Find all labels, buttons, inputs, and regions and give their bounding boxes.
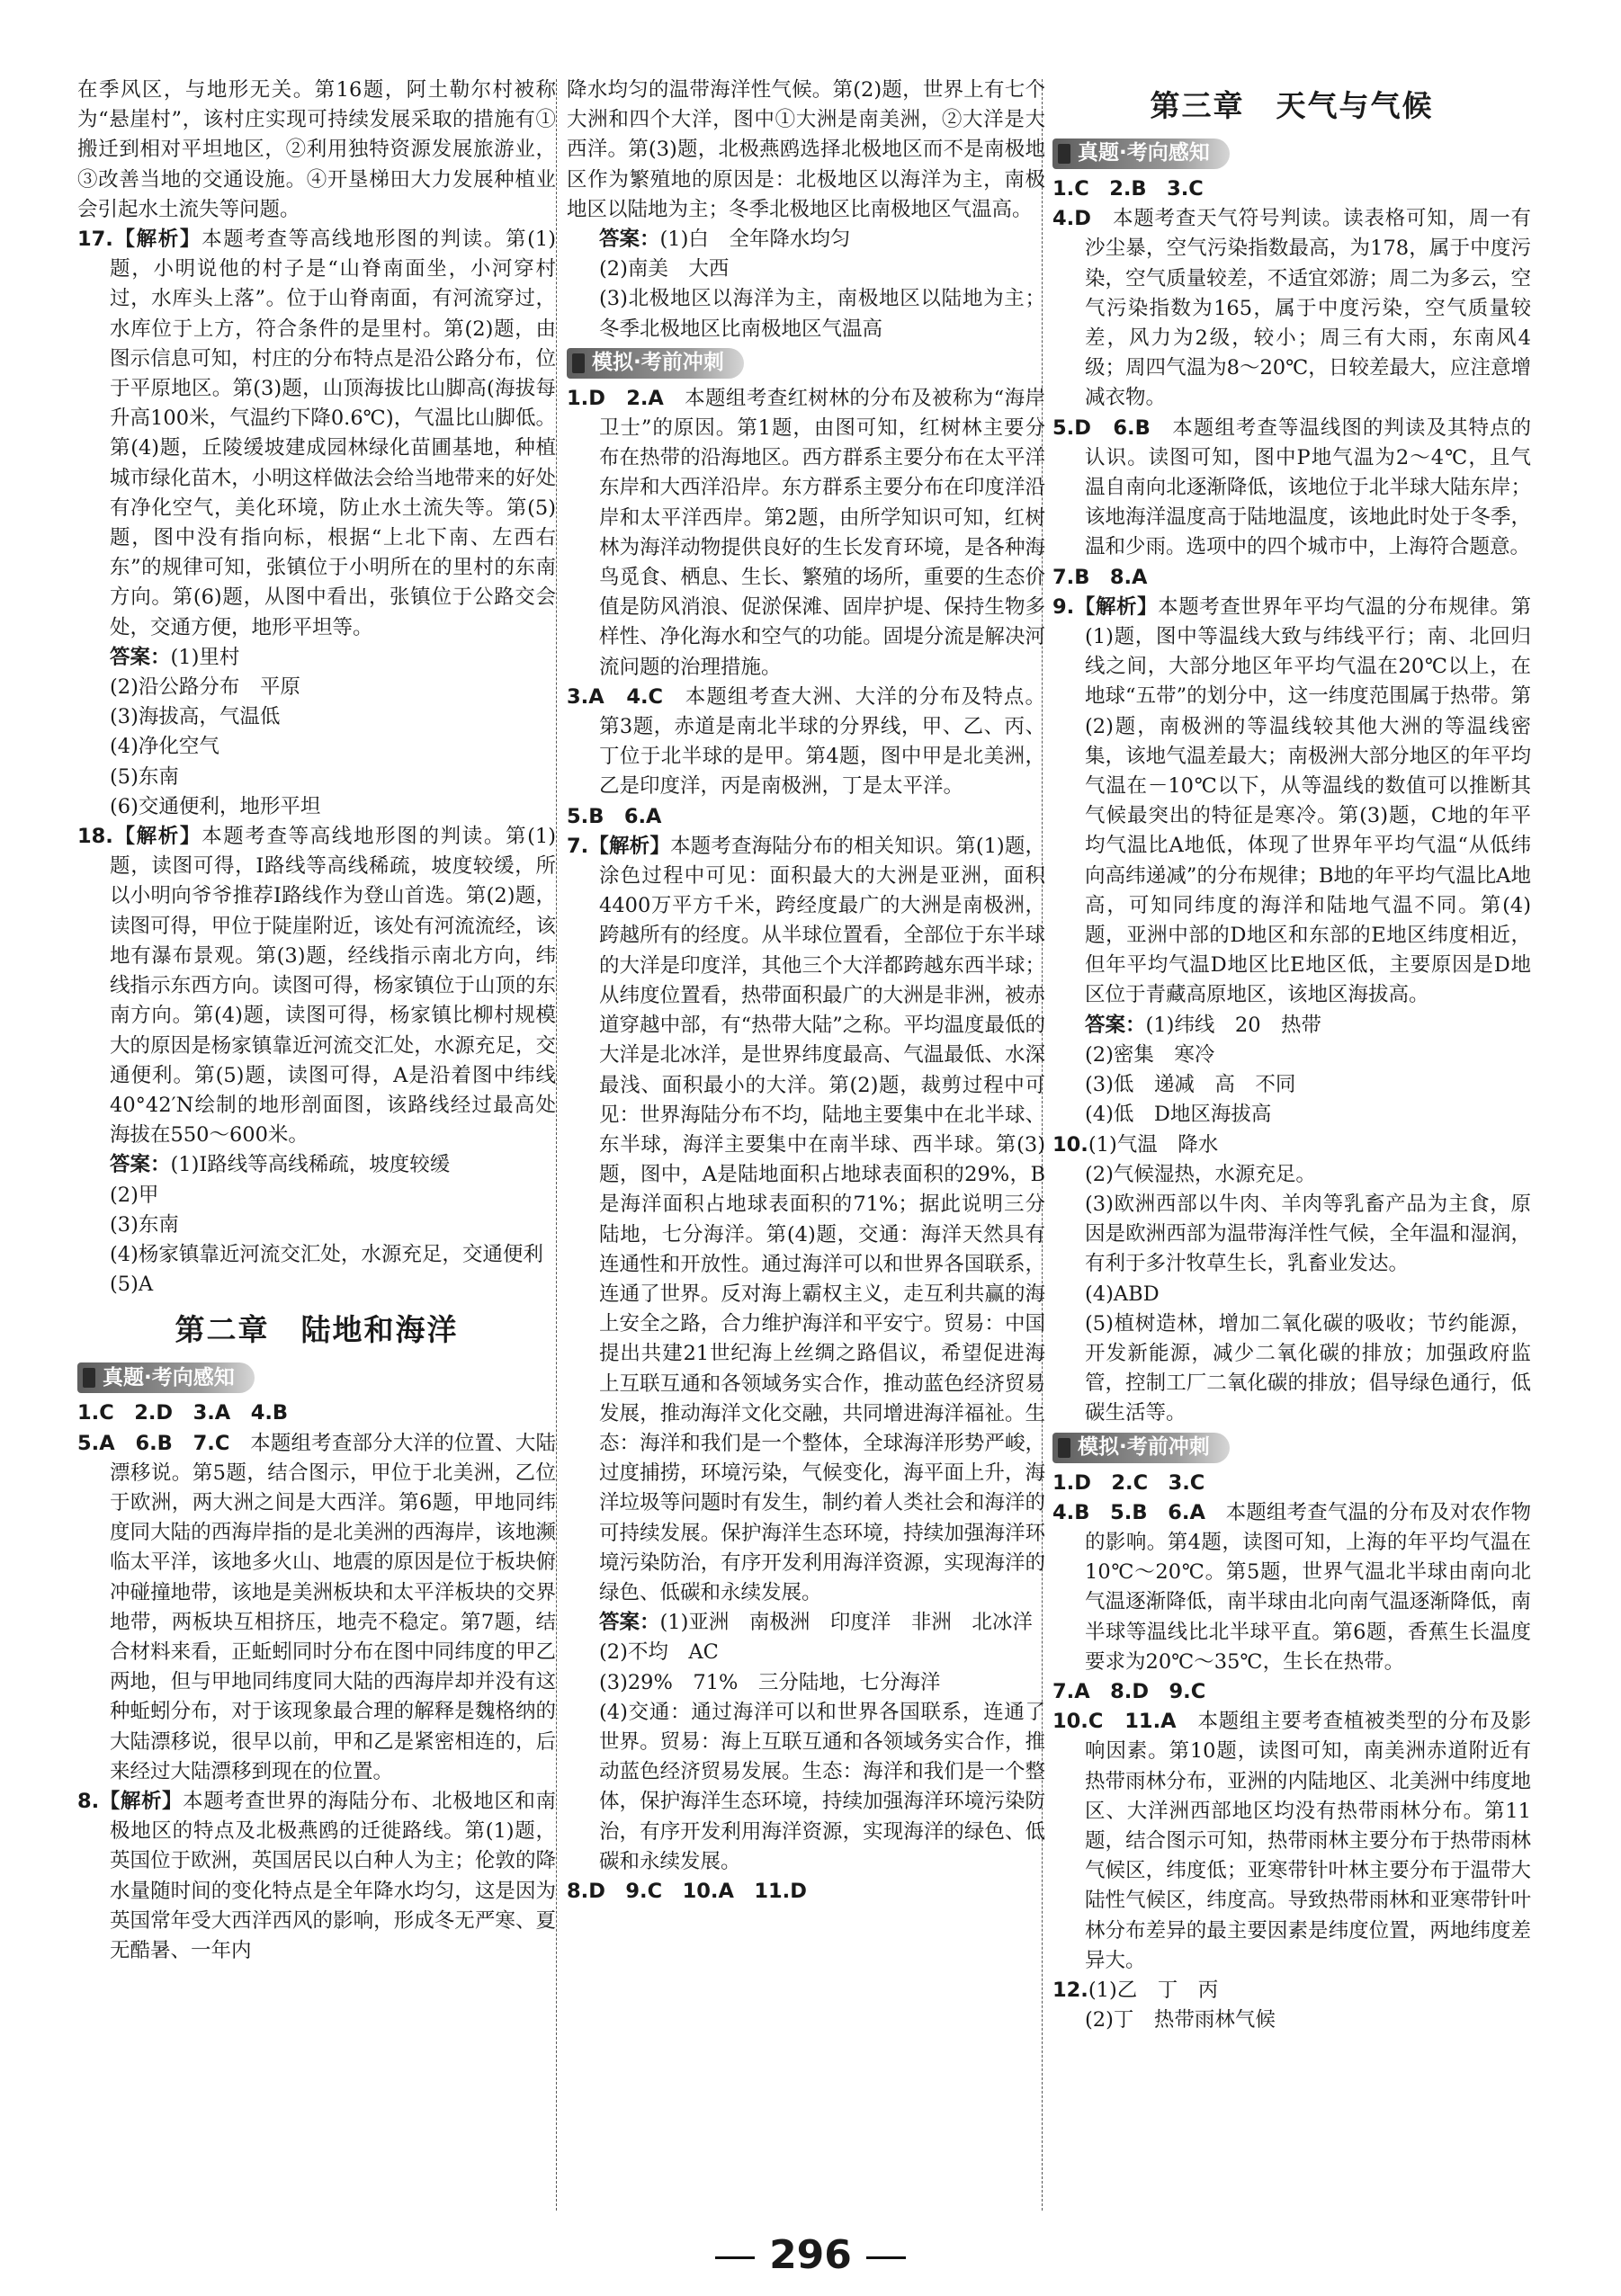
- item-text: 在季风区，与地形无关。第16题，阿土勒尔村被称为“悬崖村”，该村庄实现可持续发展采取的措施有①搬迁到相对平坦地区，②利用独特资源发展旅游业，③改善当地的交通设施。④开垦梯田大力发展种植业会引起水土流失等问题。: [77, 78, 556, 221]
- chapter-title: 第三章 天气与气候: [1150, 88, 1434, 123]
- item-text: (1)亚洲 南极洲 印度洋 非洲 北冰洋: [659, 1611, 1033, 1635]
- item-label: 1.D 2.C 3.C: [1052, 1470, 1205, 1495]
- badge-marker-icon: [1058, 144, 1070, 164]
- section-badge: [1052, 1433, 1230, 1463]
- column-3: [1052, 76, 1531, 2035]
- left-dash: [715, 2256, 755, 2259]
- answer-line: [77, 1181, 556, 1211]
- answer-item: [1052, 174, 1531, 204]
- answer-item: [567, 832, 1045, 1608]
- item-text: (2)南美 大西: [599, 257, 730, 281]
- item-label: 10.C 11.A: [1052, 1710, 1177, 1734]
- answer-item: [77, 225, 556, 643]
- answer-line: [567, 1638, 1045, 1667]
- right-dash: [866, 2256, 906, 2259]
- item-label: 1.C 2.B 3.C: [1052, 177, 1204, 201]
- answer-line: [1052, 1011, 1531, 1041]
- item-label: 答案：: [110, 1153, 171, 1177]
- answer-line: [77, 1270, 556, 1300]
- column-divider: [556, 79, 557, 2211]
- item-text: 本题组考查等温线图的判读及其特点的认识。读图可知，图中P地气温为2～4℃，且气温自南向北逐渐降低，该地位于北半球大陆东岸；该地海洋温度高于陆地温度，该地此时处于冬季，温和少雨。选项中的四个城市中，上海符合题意。: [1085, 415, 1531, 559]
- answer-line: [1052, 1190, 1531, 1280]
- answer-line: [1052, 1309, 1531, 1429]
- answer-line: [77, 1240, 556, 1270]
- item-label: 18.【解析】: [77, 825, 202, 849]
- item-text: 本题组考查红树林的分布及被称为“海岸卫士”的原因。第1题，由图可知，红树林主要分布在热带的沿海地区。西方群系主要分布在太平洋东岸和大西洋沿岸。东方群系主要分布在印度洋沿岸和太平洋西岸。第2题，由所学知识可知，红树林为海洋动物提供良好的生长发育环境，是各种海鸟觅食、栖息、生长、繁殖的场所，重要的生态价值是防风消浪、促淤保滩、固岸护堤、保持生物多样性、净化海水和空气的功能。固堤分流是解决河流问题的治理措施。: [599, 386, 1045, 679]
- item-label: 3.A 4.C: [567, 684, 664, 709]
- answer-line: [1052, 2006, 1531, 2035]
- answer-item: [1052, 593, 1531, 1011]
- item-text: (5)A: [110, 1273, 154, 1297]
- item-text: (1)乙 丁 丙: [1088, 1978, 1219, 2002]
- item-text: 本题组主要考查植被类型的分布及影响因素。第10题，读图可知，南美洲赤道附近有热带雨林分布，亚洲的内陆地区、北美洲中纬度地区、大洋洲西部地区均没有热带雨林分布。第11题，结合图示可知，热带雨林主要分布于热带雨林气候区，纬度低；亚寒带针叶林主要分布于温带大陆性气候区，纬度高。导致热带雨林和亚寒带针叶林分布差异的最主要因素是纬度位置，两地纬度差异大。: [1085, 1710, 1531, 1972]
- item-text: (3)低 递减 高 不同: [1085, 1073, 1296, 1097]
- answer-line: [1052, 1100, 1531, 1130]
- item-label: 9.【解析】: [1052, 594, 1159, 619]
- answer-item: [77, 1429, 556, 1787]
- answer-line: [1052, 1160, 1531, 1190]
- item-text: 本题组考查气温的分布及对农作物的影响。第4题，读图可知，上海的年平均气温在10℃～20℃。第5题，世界气温北半球由南向北气温逐渐降低，南半球由北向南气温逐渐降低，南半球等温线比北半球平直。第6题，香蕉生长温度要求为20℃～35℃，生长在热带。: [1085, 1500, 1531, 1674]
- item-text: 本题组考查大洲、大洋的分布及特点。第3题，赤道是南北半球的分界线，甲、乙、丙、丁位于北半球的是甲。第4题，图中甲是北美洲，乙是印度洋，丙是南极洲，丁是太平洋。: [599, 684, 1045, 799]
- item-text: 本题考查等高线地形图的判读。第(1)题，读图可得，Ⅰ路线等高线稀疏，坡度较缓，所以小明向爷爷推荐Ⅰ路线作为登山首选。第(2)题，读图可得，甲位于陡崖附近，该处有河流流经，该地有瀑布景观。第(3)题，经线指示南北方向，纬线指示东西方向。读图可得，杨家镇位于山顶的东南方向。第(4)题，读图可得，杨家镇比柳村规模大的原因是杨家镇靠近河流交汇处，水源充足，交通便利。第(5)题，读图可得，A是沿着图中纬线40°42′N绘制的地形剖面图，该路线经过最高处海拔在550～600米。: [110, 825, 557, 1148]
- answer-item: [567, 384, 1045, 683]
- item-text: (1)Ⅰ路线等高线稀疏，坡度较缓: [170, 1153, 451, 1177]
- item-text: (2)丁 热带雨林气候: [1085, 2008, 1276, 2032]
- item-label: 7.【解析】: [567, 834, 670, 858]
- badge-marker-icon: [83, 1368, 95, 1388]
- item-label: 8.D 9.C 10.A 11.D: [567, 1879, 807, 1903]
- answer-line: [1052, 1041, 1531, 1070]
- answer-line: [77, 673, 556, 702]
- item-text: (4)ABD: [1085, 1282, 1160, 1306]
- item-text: (2)密集 寒冷: [1085, 1042, 1215, 1067]
- section-badge: [77, 1362, 255, 1393]
- item-text: (2)不均 AC: [599, 1640, 719, 1665]
- answer-item: [567, 683, 1045, 802]
- answer-line: [567, 255, 1045, 284]
- chapter-title: 第二章 陆地和海洋: [175, 1312, 459, 1348]
- answer-item: [1052, 1707, 1531, 1976]
- item-text: (2)沿公路分布 平原: [110, 675, 300, 700]
- item-text: (3)海拔高，气温低: [110, 705, 281, 729]
- item-label: 答案：: [1085, 1013, 1146, 1037]
- item-text: (4)净化空气: [110, 735, 219, 759]
- answer-item: [567, 802, 1045, 832]
- badge-label: 真题·考向感知: [1078, 141, 1210, 165]
- item-text: (3)东南: [110, 1212, 179, 1237]
- item-label: 8.【解析】: [77, 1789, 184, 1813]
- item-text: 降水均匀的温带海洋性气候。第(2)题，世界上有七个大洲和四个大洋，图中①大洲是南美洲，②大洋是大西洋。第(3)题，北极燕鸥选择北极地区而不是南极地区作为繁殖地的原因是：北极地区以海洋为主，南极地区以陆地为主；冬季北极地区比南极地区气温高。: [567, 78, 1045, 221]
- answer-item: [77, 822, 556, 1150]
- badge-label: 真题·考向感知: [103, 1365, 235, 1389]
- item-text: (1)气温 降水: [1088, 1132, 1219, 1157]
- answer-item: [1052, 204, 1531, 413]
- item-label: 1.C 2.D 3.A 4.B: [77, 1401, 289, 1425]
- item-label: 5.A 6.B 7.C: [77, 1431, 230, 1455]
- answer-line: [1052, 1070, 1531, 1100]
- item-label: 5.B 6.A: [567, 804, 662, 828]
- answer-item: [77, 1398, 556, 1428]
- item-text: 本题考查等高线地形图的判读。第(1)题，小明说他的村子是“山脊南面坐，小河穿村过，水库头上落”。位于山脊南面，有河流穿过，水库位于上方，符合条件的是里村。第(2)题，由图示信息可知，村庄的分布特点是沿公路分布，位于平原地区。第(3)题，山顶海拔比山脚高(海拔每升高100米，气温约下降0.6℃)，气温比山脚低。第(4)题，丘陵缓坡建成园林绿化苗圃基地，种植城市绿化苗木，小明这样做法会给当地带来的好处有净化空气，美化环境，防止水土流失等。第(5)题，图中没有指向标，根据“上北下南、左西右东”的规律可知，张镇位于小明所在的里村的东南方向。第(6)题，从图中看出，张镇位于公路交会处，交通方便，地形平坦等。: [110, 228, 557, 639]
- item-text: 本题考查海陆分布的相关知识。第(1)题，涂色过程中可见：面积最大的大洲是亚洲，面积4400万平方千米，跨经度最广的大洲是南极洲，跨越所有的经度。从半球位置看，全部位于东半球的大洋是印度洋，其他三个大洋都跨越东西半球；从纬度位置看，热带面积最广的大洲是非洲，被赤道穿越中部，有“热带大陆”之称。平均温度最低的大洋是北冰洋，是世界纬度最高、气温最低、水深最浅、面积最小的大洋。第(2)题，裁剪过程中可见：世界海陆分布不均，陆地主要集中在北半球、东半球，海洋主要集中在南半球、西半球。第(3)题，图中，A是陆地面积占地球表面积的29%，B是海洋面积占地球表面积的71%；据此说明三分陆地，七分海洋。第(4)题，交通：海洋天然具有连通性和开放性。通过海洋可以和世界各国联系，连通了世界。反对海上霸权主义，走互利共赢的海上安全之路，合力维护海洋和平安宁。贸易：中国提出共建21世纪海上丝绸之路倡议，希望促进海上互联互通和各领域务实合作，推动蓝色经济贸易发展，推动海洋文化交融，共同增进海洋福祉。生态：海洋和我们是一个整体，全球海洋形势严峻，过度捕捞，环境污染，气候变化，海平面上升，海洋垃圾等问题时有发生，制约着人类社会和海洋的可持续发展。保护海洋生态环境，持续加强海洋环境污染防治，有序开发利用海洋资源，实现海洋的绿色、低碳和永续发展。: [599, 834, 1046, 1604]
- item-label: 17.【解析】: [77, 228, 202, 252]
- item-text: (2)气候湿热，水源充足。: [1085, 1162, 1316, 1186]
- answer-line: [77, 763, 556, 792]
- item-label: 7.B 8.A: [1052, 565, 1148, 589]
- item-text: (1)白 全年降水均匀: [659, 228, 851, 252]
- answer-item: [567, 1877, 1045, 1907]
- item-label: 12.: [1052, 1978, 1088, 2002]
- answer-item: [1052, 563, 1531, 593]
- item-label: 1.D 2.A: [567, 386, 664, 410]
- item-text: (4)低 D地区海拔高: [1085, 1103, 1272, 1127]
- section-badge: [1052, 138, 1230, 169]
- answer-item: [1052, 414, 1531, 563]
- answer-line: [567, 225, 1045, 255]
- item-label: 答案：: [599, 228, 660, 252]
- item-label: 7.A 8.D 9.C: [1052, 1679, 1206, 1703]
- item-label: 4.D: [1052, 207, 1091, 231]
- item-text: 本题考查天气符号判读。读表格可知，周一有沙尘暴，空气污染指数最高，为178，属于中度污染，空气质量较差，不适宜郊游；周二为多云，空气污染指数为165，属于中度污染，空气质量较差，风力为2级，较小；周三有大雨，东南风4级；周四气温为8～20℃，日较差最大，应注意增减衣物。: [1085, 207, 1531, 410]
- column-2: [567, 76, 1045, 1907]
- answer-line: [77, 643, 556, 673]
- item-label: 5.D 6.B: [1052, 415, 1151, 440]
- page-number-footer: [0, 2232, 1621, 2278]
- answer-item: [1052, 1976, 1531, 2006]
- answer-line: [567, 1698, 1045, 1877]
- item-label: 10.: [1052, 1132, 1088, 1157]
- answer-line: [77, 1150, 556, 1180]
- answer-item: [1052, 1469, 1531, 1498]
- item-label: 答案：: [110, 645, 171, 669]
- item-text: 本题组考查部分大洋的位置、大陆漂移说。第5题，结合图示，甲位于北美洲，乙位于欧洲，两大洲之间是大西洋。第6题，甲地同纬度同大陆的西海岸指的是北美洲的西海岸，该地濒临太平洋，该地多火山、地震的原因是位于板块俯冲碰撞地带，该地是美洲板块和太平洋板块的交界地带，两板块互相挤压，地壳不稳定。第7题，结合材料来看，正蚯蚓同时分布在图中同纬度的甲乙两地，但与甲地同纬度同大陆的西海岸却并没有这种蚯蚓分布，对于该现象最合理的解释是魏格纳的大陆漂移说，很早以前，甲和乙是紧密相连的，后来经过大陆漂移到现在的位置。: [110, 1431, 556, 1783]
- badge-label: 模拟·考前冲刺: [592, 351, 724, 375]
- item-label: 4.B 5.B 6.A: [1052, 1500, 1205, 1524]
- column-1: [77, 76, 556, 1966]
- item-text: (4)交通：通过海洋可以和世界各国联系，连通了世界。贸易：海上互联互通和各领域务实合作，推动蓝色经济贸易发展。生态：海洋和我们是一个整体，保护海洋生态环境，持续加强海洋环境污染防治，有序开发利用海洋资源，实现海洋的绿色、低碳和永续发展。: [599, 1700, 1045, 1873]
- answer-line: [567, 1608, 1045, 1638]
- answer-item: [1052, 1498, 1531, 1677]
- answer-line: [567, 284, 1045, 344]
- answer-line: [77, 732, 556, 762]
- item-label: 答案：: [599, 1611, 660, 1635]
- answer-line: [77, 792, 556, 822]
- answer-line: [77, 1211, 556, 1240]
- answer-item: [77, 76, 556, 225]
- answer-item: [1052, 1677, 1531, 1707]
- item-text: (3)北极地区以海洋为主，南极地区以陆地为主；冬季北极地区比南极地区气温高: [599, 287, 1045, 341]
- section-badge: [567, 348, 744, 379]
- item-text: (3)29% 71% 三分陆地，七分海洋: [599, 1670, 941, 1694]
- answer-item: [1052, 1130, 1531, 1160]
- item-text: 本题考查世界的海陆分布、北极地区和南极地区的特点及北极燕鸥的迁徙路线。第(1)题，英国位于欧洲，英国居民以白种人为主；伦敦的降水量随时间的变化特点是全年降水均匀，这是因为英国常年受大西洋西风的影响，形成冬无严寒、夏无酷暑、一年内: [110, 1789, 556, 1962]
- item-text: (4)杨家镇靠近河流交汇处，水源充足，交通便利: [110, 1242, 543, 1266]
- answer-line: [1052, 1280, 1531, 1309]
- item-text: (5)东南: [110, 764, 179, 789]
- page-number: 296: [769, 2232, 852, 2278]
- answer-line: [77, 702, 556, 732]
- answer-item: [567, 76, 1045, 225]
- item-text: (1)纬线 20 热带: [1145, 1013, 1322, 1037]
- item-text: (5)植树造林，增加二氧化碳的吸收；节约能源，开发新能源，减少二氧化碳的排放；加强政府监管，控制工厂二氧化碳的排放；倡导绿色通行，低碳生活等。: [1085, 1311, 1531, 1425]
- item-text: (2)甲: [110, 1183, 159, 1207]
- item-text: 本题考查世界年平均气温的分布规律。第(1)题，图中等温线大致与纬线平行；南、北回归线之间，大部分地区年平均气温在20℃以上，在地球“五带”的划分中，这一纬度范围属于热带。第(2)题，南极洲的等温线较其他大洲的等温线密集，该地气温差最大；南极洲大部分地区的年平均气温在－10℃以下，从等温线的数值可以推断其气候最突出的特征是寒冷。第(3)题，C地的年平均气温比A地低，体现了世界年平均气温“从低纬向高纬递减”的分布规律；B地的年平均气温比A地高，可知同纬度的海洋和陆地气温不同。第(4)题，亚洲中部的D地区和东部的E地区纬度相近，但年平均气温D地区比E地区低，主要原因是D地区位于青藏高原地区，该地区海拔高。: [1085, 594, 1531, 1007]
- badge-marker-icon: [1058, 1438, 1070, 1458]
- item-text: (6)交通便利，地形平坦: [110, 794, 321, 818]
- item-text: (3)欧洲西部以牛肉、羊肉等乳畜产品为主食，原因是欧洲西部为温带海洋性气候，全年温和湿润，有利于多汁牧草生长，乳畜业发达。: [1085, 1192, 1531, 1276]
- item-text: (1)里村: [170, 645, 240, 669]
- answer-line: [567, 1668, 1045, 1698]
- badge-label: 模拟·考前冲刺: [1078, 1434, 1210, 1459]
- badge-marker-icon: [572, 353, 585, 373]
- answer-item: [77, 1787, 556, 1966]
